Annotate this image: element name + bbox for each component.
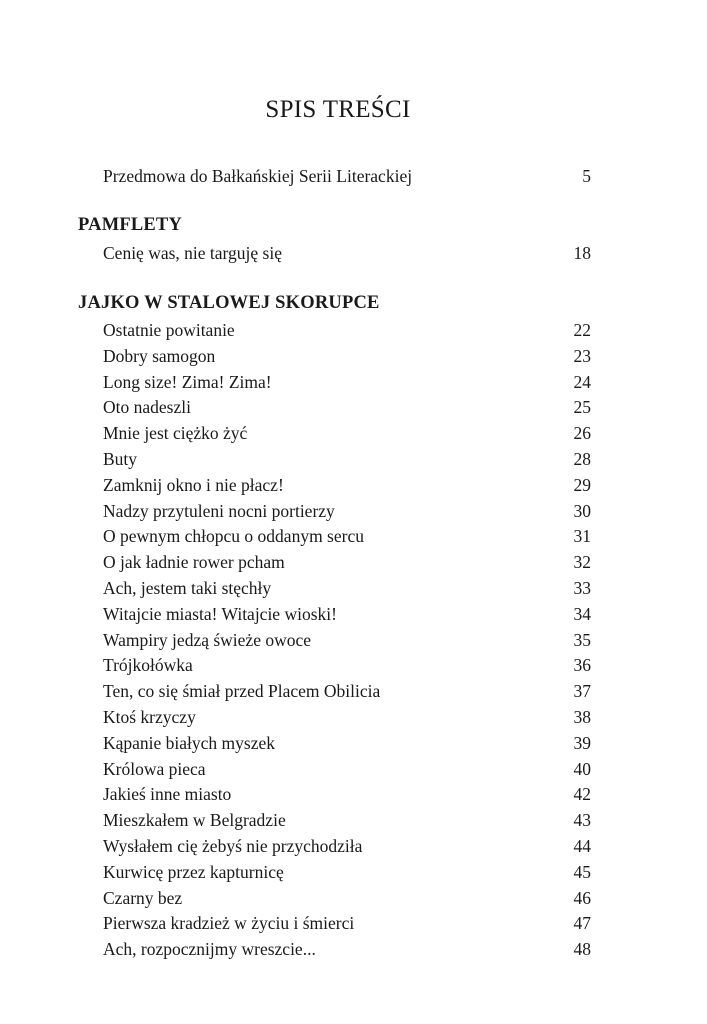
entry-page: 43 — [573, 810, 591, 831]
entry-page: 39 — [573, 732, 591, 753]
entry-title: Kąpanie białych myszek — [103, 732, 276, 753]
entry-page: 26 — [573, 423, 591, 444]
entry-page: 22 — [573, 320, 591, 340]
entry-page: 25 — [573, 397, 591, 418]
entry-title: Oto nadeszli — [103, 397, 191, 418]
entry-title: Trójkołówka — [103, 655, 193, 676]
toc-entry — [103, 446, 591, 472]
entry-title: Buty — [103, 449, 138, 469]
entry-page: 23 — [573, 345, 591, 366]
entry-page: 47 — [573, 913, 591, 934]
entry-page: 18 — [573, 243, 591, 263]
entry-title: Long size! Zima! Zima! — [103, 371, 272, 392]
toc-entry — [103, 652, 591, 678]
toc-entry — [103, 910, 591, 936]
entry-page: 40 — [573, 758, 591, 779]
entry-page: 48 — [573, 939, 591, 960]
toc-entry — [103, 394, 591, 420]
entry-page: 46 — [573, 887, 591, 908]
entry-title: Czarny bez — [103, 887, 183, 908]
toc-entry — [103, 807, 591, 833]
entry-title: Ostatnie powitanie — [103, 320, 235, 340]
entry-title: Ten, co się śmiał przed Placem Obilicia — [103, 681, 381, 702]
entry-title: O pewnym chłopcu o oddanym sercu — [103, 526, 364, 547]
toc-entry — [103, 523, 591, 549]
entry-title: Ktoś krzyczy — [103, 707, 196, 727]
entry-title: Jakieś inne miasto — [103, 784, 232, 805]
entry-page: 35 — [573, 629, 591, 650]
entry-page: 45 — [573, 861, 591, 882]
entry-page: 29 — [573, 474, 591, 495]
entry-title: Zamknij okno i nie płacz! — [103, 474, 284, 495]
entry-page: 44 — [573, 836, 591, 856]
entry-title: Witajcie miasta! Witajcie wioski! — [103, 603, 337, 624]
toc-entry — [103, 781, 591, 807]
toc-entry — [103, 885, 591, 911]
entry-page: 30 — [573, 500, 591, 521]
entry-title: Ach, rozpocznijmy wreszcie... — [103, 939, 316, 960]
entry-page: 33 — [573, 578, 591, 598]
toc-entry — [103, 472, 591, 498]
section-heading: PAMFLETY — [78, 215, 183, 235]
toc-entry — [103, 730, 591, 756]
entry-title: Królowa pieca — [103, 758, 206, 779]
entry-page: 31 — [573, 526, 591, 547]
toc-entry — [103, 704, 591, 730]
toc-entry — [103, 420, 591, 446]
entry-title: Ach, jestem taki stęchły — [103, 578, 272, 598]
entry-page: 5 — [582, 166, 591, 186]
section-heading: JAJKO W STALOWEJ SKORUPCE — [78, 293, 380, 313]
toc-entry — [103, 369, 591, 395]
entry-page: 32 — [573, 552, 591, 573]
toc-entry — [103, 240, 591, 266]
entry-title: O jak ładnie rower pcham — [103, 552, 285, 573]
entry-page: 34 — [573, 603, 591, 624]
entry-title: Nadzy przytuleni nocni portierzy — [103, 500, 335, 521]
entry-title: Cenię was, nie targuję się — [103, 243, 282, 263]
toc-entry — [103, 936, 591, 962]
entry-title: Przedmowa do Bałkańskiej Serii Literackiej — [103, 166, 413, 186]
entry-page: 28 — [573, 449, 591, 469]
toc-entry-preface — [103, 163, 591, 189]
entry-title: Pierwsza kradzież w życiu i śmierci — [103, 913, 355, 934]
toc-entry — [103, 498, 591, 524]
entry-page: 42 — [573, 784, 591, 805]
toc-entry — [103, 343, 591, 369]
entry-page: 38 — [573, 707, 591, 727]
toc-entry — [103, 575, 591, 601]
toc-entry — [103, 317, 591, 343]
entry-title: Kurwicę przez kapturnicę — [103, 861, 284, 882]
entry-title: Mieszkałem w Belgradzie — [103, 810, 286, 831]
entry-title: Dobry samogon — [103, 345, 216, 366]
entry-page: 24 — [573, 371, 591, 392]
toc-entry — [103, 833, 591, 859]
toc-entry — [103, 627, 591, 653]
entry-title: Mnie jest ciężko żyć — [103, 423, 248, 444]
toc-entry — [103, 678, 591, 704]
entry-page: 37 — [573, 681, 591, 702]
entry-page: 36 — [573, 655, 591, 676]
page-title: SPIS TREŚCI — [265, 96, 411, 123]
toc-entry — [103, 549, 591, 575]
toc-entry — [103, 859, 591, 885]
toc-entry — [103, 756, 591, 782]
entry-title: Wysłałem cię żebyś nie przychodziła — [103, 836, 363, 856]
entry-title: Wampiry jedzą świeże owoce — [103, 629, 312, 650]
toc-entry — [103, 601, 591, 627]
